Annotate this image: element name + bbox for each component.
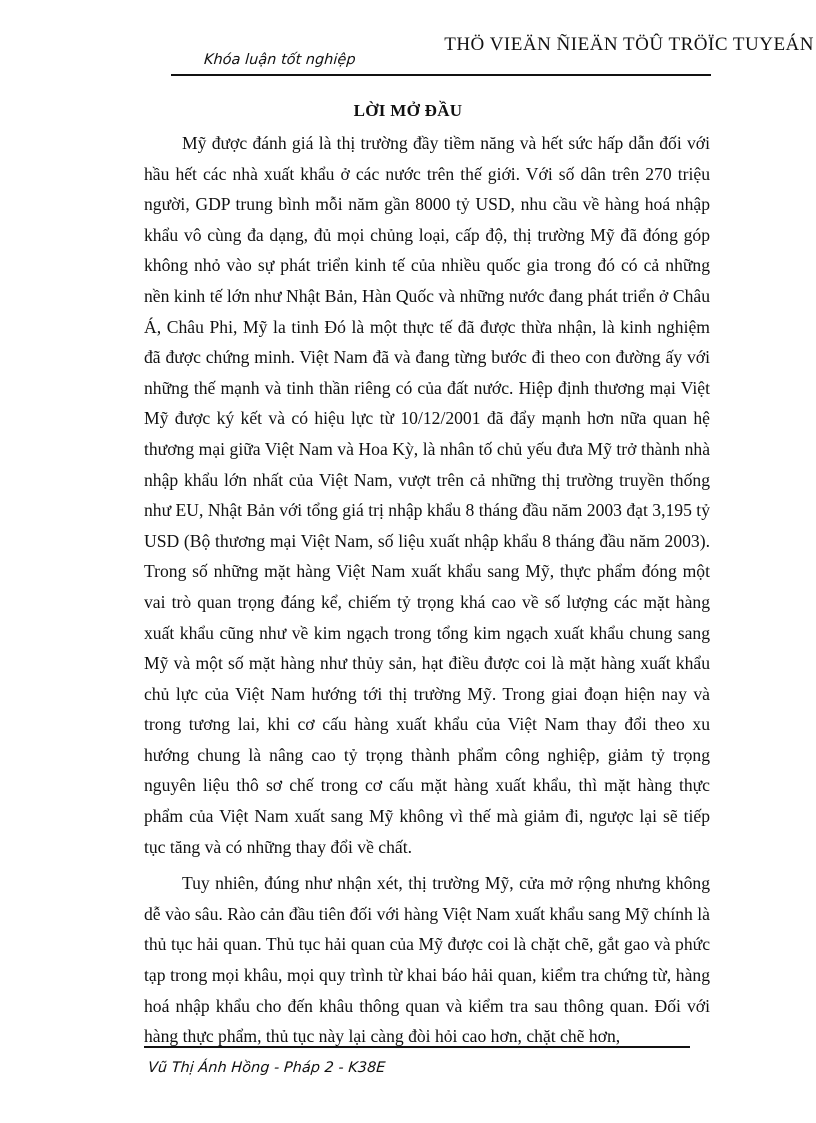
- running-footer: Vũ Thị Ánh Hồng - Pháp 2 - K38E: [147, 1060, 386, 1076]
- page-title: LỜI MỞ ĐẦU: [353, 101, 463, 120]
- library-watermark: THÖ VIEÄN ÑIEÄN TÖÛ TRÖÏC TUYEÁN: [444, 34, 814, 55]
- body-paragraph: Tuy nhiên, đúng như nhận xét, thị trường Mỹ, cửa mở rộng nhưng không dễ vào sâu. Rào cản đầu tiên đối với hàng Việt Nam xuất khẩu sang Mỹ chính là thủ tục hải quan. Thủ tục hải quan của Mỹ được coi là chặt chẽ, gắt gao và phức tạp trong mọi khâu, mọi quy trình từ khai báo hải quan, kiểm tra chứng từ, hàng hoá nhập khẩu cho đến khâu thông quan và kiểm tra sau thông quan. Đối với hàng thực phẩm, thủ tục này lại càng đòi hỏi cao hơn, chặt chẽ hơn,: [144, 873, 710, 1047]
- body-paragraph: Mỹ được đánh giá là thị trường đầy tiềm năng và hết sức hấp dẫn đối với hầu hết các nhà xuất khẩu ở các nước trên thế giới. Với số dân trên 270 triệu người, GDP trung bình mỗi năm gần 8000 tỷ USD, nhu cầu về hàng hoá nhập khẩu vô cùng đa dạng, đủ mọi chủng loại, cấp độ, thị trường Mỹ đã đóng góp không nhỏ vào sự phát triển kinh tế của nhiều quốc gia trong đó có cả những nền kinh tế lớn như Nhật Bản, Hàn Quốc và những nước đang phát triển ở Châu Á, Châu Phi, Mỹ la tinh Đó là một thực tế đã được thừa nhận, là kinh nghiệm đã được chứng minh. Việt Nam đã và đang từng bước đi theo con đường ấy với những thế mạnh và tinh thần riêng có của đất nước. Hiệp định thương mại Việt Mỹ được ký kết và có hiệu lực từ 10/12/2001 đã đẩy mạnh hơn nữa quan hệ thương mại giữa Việt Nam và Hoa Kỳ, là nhân tố chủ yếu đưa Mỹ trở thành nhà nhập khẩu lớn nhất của Việt Nam, vượt trên cả những thị trường truyền thống như EU, Nhật Bản với tổng giá trị nhập khẩu 8 tháng đầu năm 2003 đạt 3,195 tỷ USD (Bộ thương mại Việt Nam, số liệu xuất nhập khẩu 8 tháng đầu năm 2003). Trong số những mặt hàng Việt Nam xuất khẩu sang Mỹ, thực phẩm đóng một vai trò quan trọng đáng kể, chiếm tỷ trọng khá cao về số lượng các mặt hàng xuất khẩu cũng như về kim ngạch trong tổng kim ngạch xuất khẩu chung sang Mỹ và một số mặt hàng như thủy sản, hạt điều được coi là mặt hàng xuất khẩu chủ lực của Việt Nam hướng tới thị trường Mỹ. Trong giai đoạn hiện nay và trong tương lai, khi cơ cấu hàng xuất khẩu của Việt Nam thay đổi theo xu hướng chung là nâng cao tỷ trọng thành phẩm công nghiệp, giảm tỷ trọng nguyên liệu thô sơ chế trong cơ cấu mặt hàng xuất khẩu, thì mặt hàng thực phẩm của Việt Nam xuất sang Mỹ không vì thế mà giảm đi, ngược lại sẽ tiếp tục tăng và có những thay đổi về chất.: [144, 133, 710, 857]
- running-header: Khóa luận tốt nghiệp: [203, 52, 357, 68]
- footer-divider: [144, 1046, 690, 1048]
- document-body: [144, 128, 710, 1052]
- header-divider: [171, 74, 711, 76]
